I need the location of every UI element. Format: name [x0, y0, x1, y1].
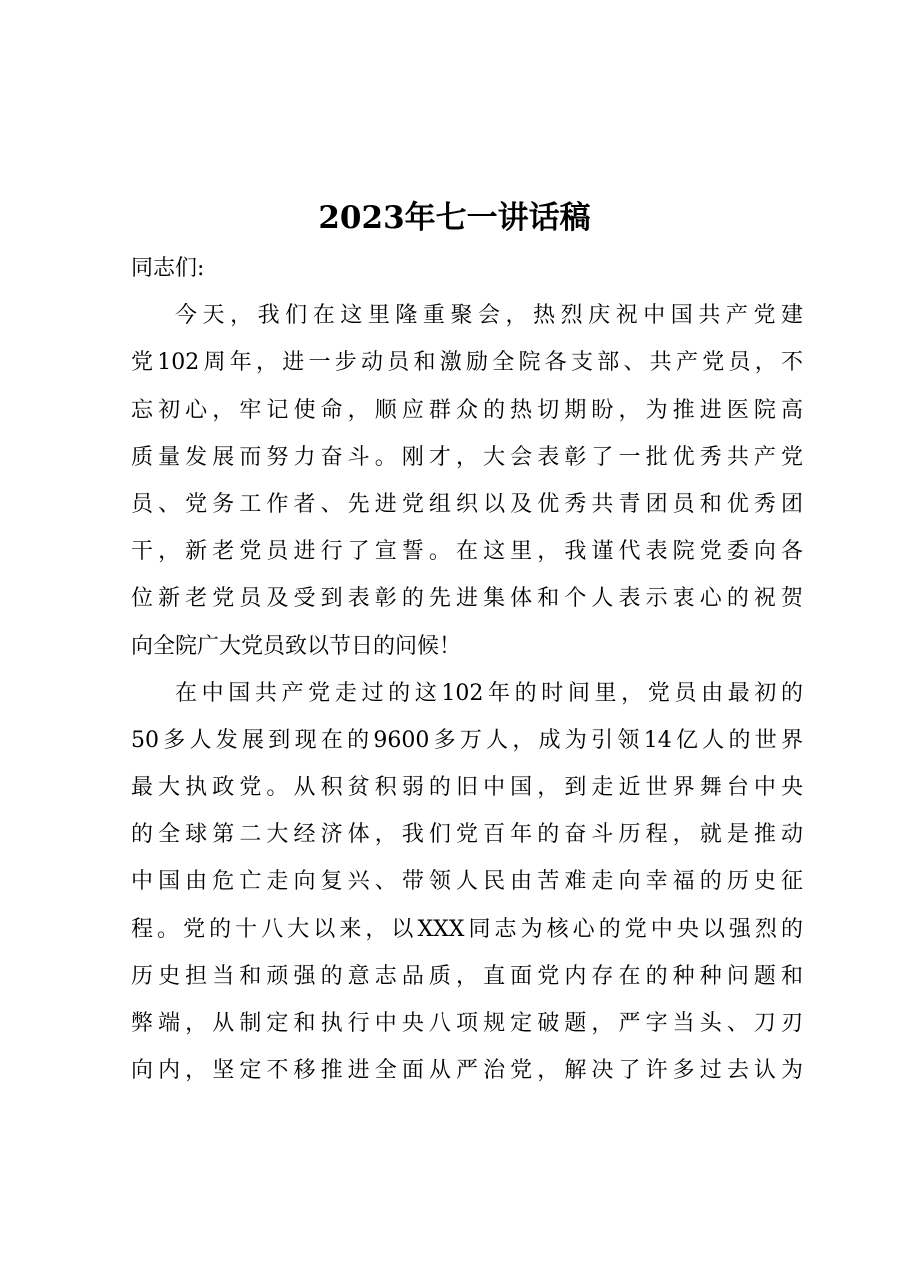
paragraph-line: 向内，坚定不移推进全面从严治党，解决了许多过去认为 [131, 1058, 803, 1084]
paragraph-line: 干，新老党员进行了宣誓。在这里，我谨代表院党委向各 [131, 539, 803, 565]
paragraph-line: 最大执政党。从积贫积弱的旧中国，到走近世界舞台中央 [131, 775, 803, 801]
paragraph-1 [131, 292, 803, 670]
paragraph-line: 向全院广大党员致以节日的问候！ [131, 633, 462, 659]
paragraph-line: 忘初心，牢记使命，顺应群众的热切期盼，为推进医院高 [131, 397, 803, 423]
document-body [131, 245, 803, 1094]
paragraph-line: 位新老党员及受到表彰的先进集体和个人表示衷心的祝贺 [131, 586, 803, 612]
paragraph-line: 质量发展而努力奋斗。刚才，大会表彰了一批优秀共产党 [131, 444, 803, 470]
paragraph-2 [131, 670, 803, 1095]
salutation: 同志们: [131, 256, 205, 281]
document-title: 2023年七一讲话稿 [318, 200, 591, 236]
paragraph-line: 历史担当和顽强的意志品质，直面党内存在的种种问题和 [131, 963, 803, 989]
paragraph-line: 程。党的十八大以来，以XXX同志为核心的党中央以强烈的 [131, 916, 803, 942]
paragraph-line: 今天，我们在这里隆重聚会，热烈庆祝中国共产党建 [175, 303, 803, 329]
paragraph-line: 在中国共产党走过的这102年的时间里，党员由最初的 [175, 680, 803, 706]
paragraph-line: 50多人发展到现在的9600多万人，成为引领14亿人的世界 [131, 727, 803, 753]
paragraph-line: 党102周年，进一步动员和激励全院各支部、共产党员，不 [131, 350, 803, 376]
paragraph-line: 弊端，从制定和执行中央八项规定破题，严字当头、刀刃 [131, 1011, 803, 1036]
paragraph-line: 员、党务工作者、先进党组织以及优秀共青团员和优秀团 [131, 491, 803, 517]
paragraph-line: 的全球第二大经济体，我们党百年的奋斗历程，就是推动 [131, 822, 803, 848]
paragraph-line: 中国由危亡走向复兴、带领人民由苦难走向幸福的历史征 [131, 869, 803, 895]
